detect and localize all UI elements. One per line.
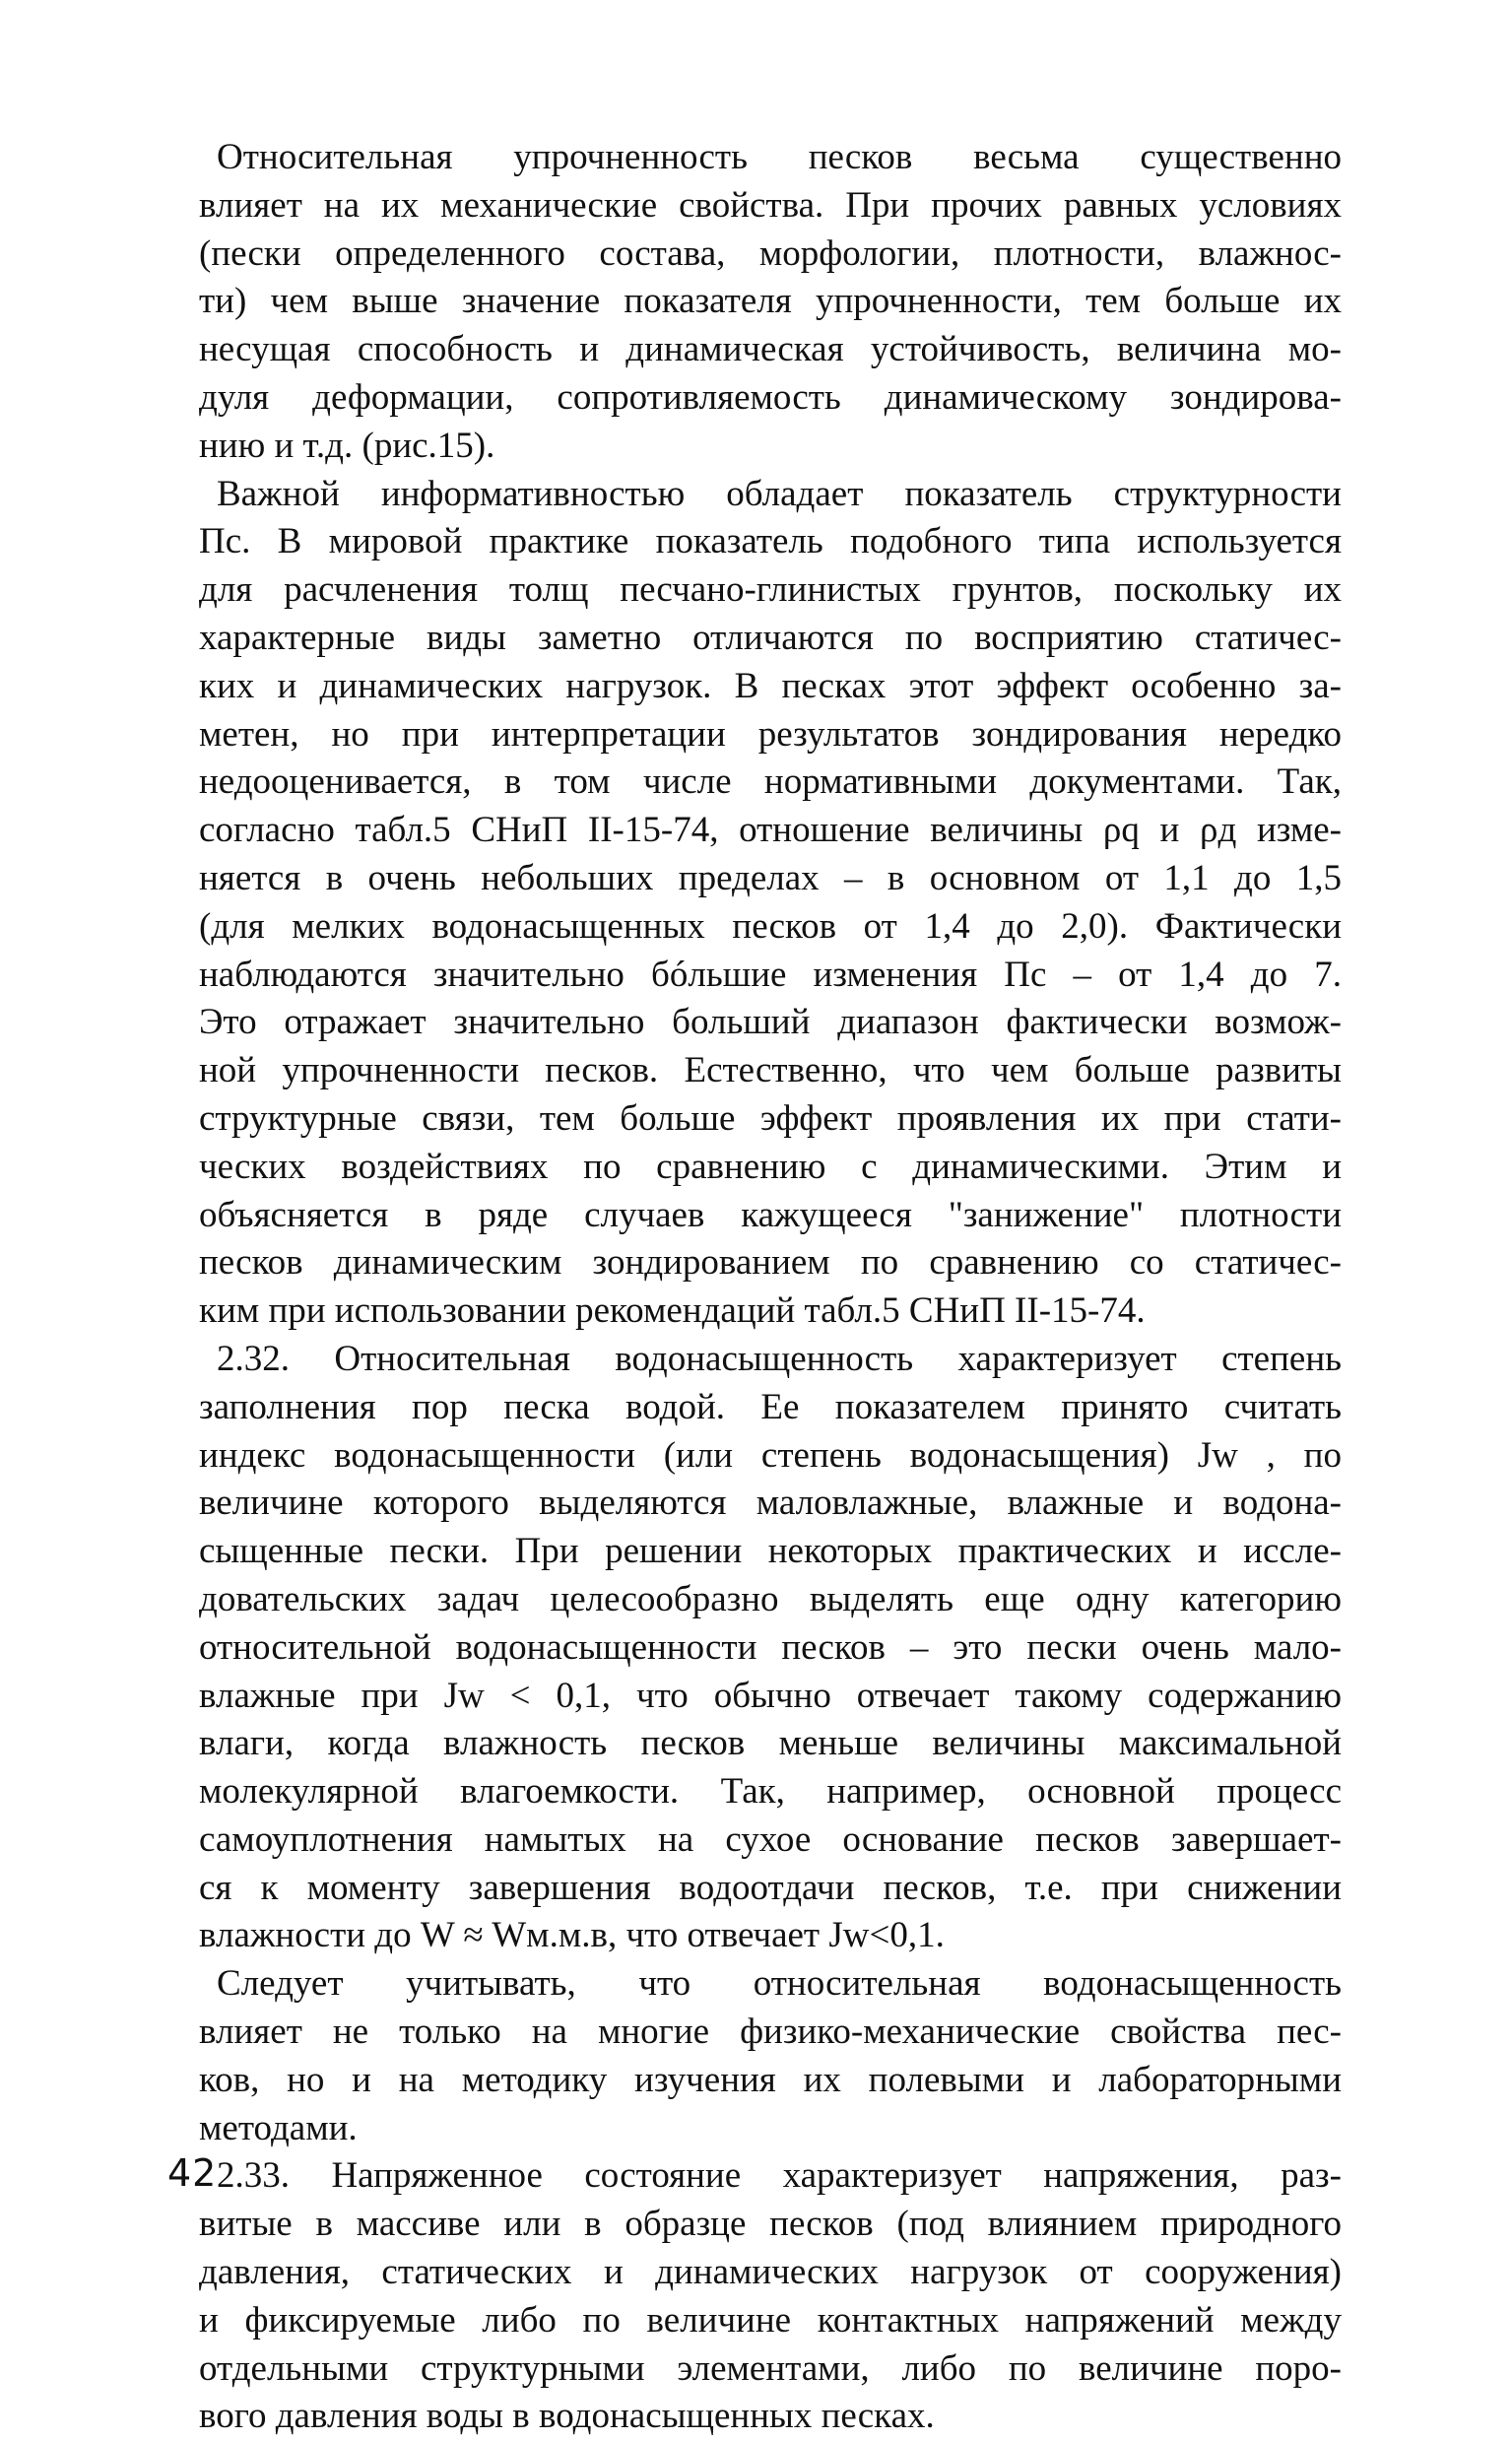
text-line: метен, но при интерпретации результатов зондирования нередко (199, 713, 1342, 755)
text-line: для расчленения толщ песчано-глинистых грунтов, поскольку их (199, 569, 1342, 611)
page-body (199, 134, 1342, 2441)
text-line: влажности до W ≈ Wм.м.в, что отвечает Jw<0,1. (199, 1915, 945, 1956)
text-line: вого давления воды в водонасыщенных песках. (199, 2396, 935, 2437)
text-line: недооценивается, в том числе нормативными документами. Так, (199, 761, 1342, 803)
paragraph-3 (199, 1336, 1342, 1960)
text-line: и фиксируемые либо по величине контактных напряжений между (199, 2299, 1342, 2341)
text-line: индекс водонасыщенности (или степень водонасыщения) Jw , по (199, 1434, 1342, 1476)
text-line: Следует учитывать, что относительная водонасыщенность (217, 1963, 1342, 2005)
text-line: (для мелких водонасыщенных песков от 1,4 до 2,0). Фактически (199, 905, 1342, 947)
text-line: ной упрочненности песков. Естественно, что чем больше развиты (199, 1050, 1342, 1091)
text-line: структурные связи, тем больше эффект проявления их при стати- (199, 1097, 1342, 1139)
text-line: (пески определенного состава, морфологии, плотности, влажнос- (199, 232, 1342, 274)
text-line: Пс. В мировой практике показатель подобного типа используется (199, 521, 1342, 562)
text-line: дуля деформации, сопротивляемость динамическому зондирова- (199, 376, 1342, 418)
text-line: 2.32. Относительная водонасыщенность характеризует степень (217, 1338, 1342, 1379)
text-line: ких и динамических нагрузок. В песках этот эффект особенно за- (199, 665, 1342, 706)
text-line: Важной информативностью обладает показатель структурности (217, 473, 1342, 514)
text-line: методами. (199, 2107, 358, 2148)
paragraph-1 (199, 134, 1342, 471)
text-line: молекулярной влагоемкости. Так, например, основной процесс (199, 1771, 1342, 1813)
text-line: нию и т.д. (рис.15). (199, 425, 495, 466)
text-line: довательских задач целесообразно выделять еще одну категорию (199, 1578, 1342, 1619)
text-line: объясняется в ряде случаев кажущееся "занижение" плотности (199, 1194, 1342, 1235)
text-line: ков, но и на методику изучения их полевыми и лабораторными (199, 2059, 1342, 2100)
text-line: ким при использовании рекомендаций табл.5 СНиП II-15-74. (199, 1290, 1146, 1332)
text-line: сыщенные пески. При решении некоторых практических и иссле- (199, 1531, 1342, 1572)
text-line: самоуплотнения намытых на сухое основание песков завершает- (199, 1818, 1342, 1860)
text-line: давления, статических и динамических нагрузок от сооружения) (199, 2252, 1342, 2293)
text-line: няется в очень небольших пределах – в основном от 1,1 до 1,5 (199, 857, 1342, 898)
text-line: наблюдаются значительно бóльшие изменения Пс – от 1,4 до 7. (199, 954, 1342, 995)
text-line: ся к моменту завершения водоотдачи песков, т.е. при снижении (199, 1867, 1342, 1908)
text-line: ти) чем выше значение показателя упрочненности, тем больше их (199, 281, 1342, 322)
paragraph-5 (199, 2152, 1342, 2441)
text-line: влажные при Jw < 0,1, что обычно отвечает такому содержанию (199, 1675, 1342, 1716)
paragraph-2 (199, 471, 1342, 1336)
text-line: витые в массиве или в образце песков (под влиянием природного (199, 2204, 1342, 2245)
text-line: несущая способность и динамическая устойчивость, величина мо- (199, 329, 1342, 370)
text-line: 2.33. Напряженное состояние характеризует напряжения, раз- (217, 2155, 1342, 2197)
paragraph-4 (199, 1960, 1342, 2152)
text-line: песков динамическим зондированием по сравнению со статичес- (199, 1242, 1342, 1284)
text-line: характерные виды заметно отличаются по восприятию статичес- (199, 617, 1342, 658)
text-line: относительной водонасыщенности песков – это пески очень мало- (199, 1626, 1342, 1668)
text-line: величине которого выделяются маловлажные, влажные и водона- (199, 1483, 1342, 1524)
text-line: отдельными структурными элементами, либо по величине поро- (199, 2347, 1342, 2389)
text-line: влаги, когда влажность песков меньше величины максимальной (199, 1723, 1342, 1764)
text-line: согласно табл.5 СНиП II-15-74, отношение величины ρq и ρд изме- (199, 810, 1342, 851)
text-line: Относительная упрочненность песков весьма существенно (217, 137, 1342, 177)
text-line: влияет не только на многие физико-механические свойства пес- (199, 2012, 1342, 2053)
page-number: 42 (167, 2151, 218, 2195)
text-line: заполнения пор песка водой. Ее показателем принято считать (199, 1386, 1342, 1427)
text-line: Это отражает значительно больший диапазон фактически возмож- (199, 1002, 1342, 1043)
text-line: влияет на их механические свойства. При прочих равных условиях (199, 184, 1342, 226)
text-line: ческих воздействиях по сравнению с динамическими. Этим и (199, 1146, 1342, 1187)
